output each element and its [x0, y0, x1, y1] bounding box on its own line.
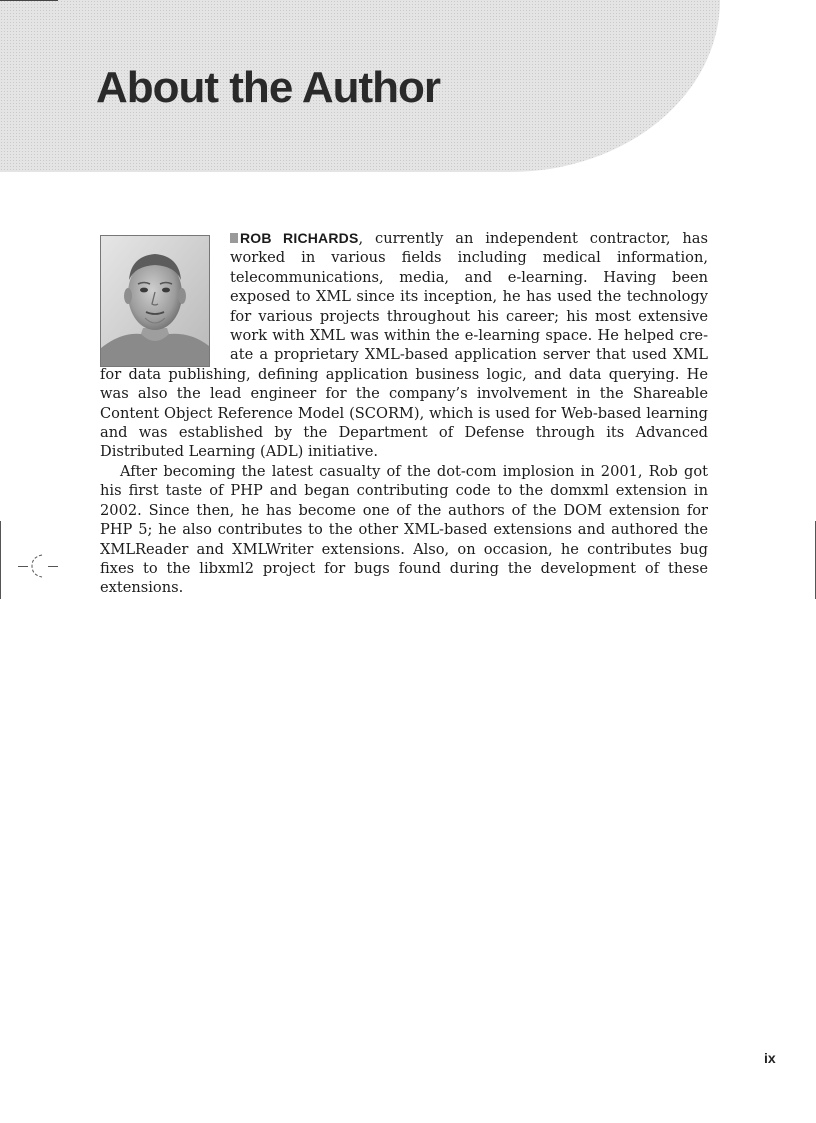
- bio-paragraph-1-text: , currently an independent contractor, has worked in various fields including medical information, telecommunications, media, and e-learning. Having been exposed to XML since its inception, he has used the technology for various projects throughout his career; his most extensive work with XML was within the e-learning space. He helped create a proprietary XML-based application server that used XML for data publishing, defining application business logic, and data querying. He was also the lead engineer for the company’s involvement in the Shareable Content Object Reference Model (SCORM), which is used for Web-based learning and was established by the Department of Defense through its Advanced Distributed Learning (ADL) initiative.: [100, 230, 708, 461]
- author-name: ROB RICHARDS: [240, 230, 359, 246]
- page-title: About the Author: [96, 63, 441, 112]
- crop-mark-left: [0, 521, 1, 599]
- bio-paragraph-2: After becoming the latest casualty of the dot-com implosion in 2001, Rob got his first taste of PHP and began contributing code to the domxml extension in 2002. Since then, he has become one of the authors of the DOM extension for PHP 5; he also contributes to the other XML-based extensions and authored the XMLReader and XMLWriter extensions. Also, on occasion, he contributes bug fixes to the libxml2 project for bugs found during the development of these extensions.: [100, 462, 708, 597]
- photo-wrap-spacer: [100, 229, 230, 363]
- registration-mark-icon: [30, 553, 44, 579]
- crop-mark-dash-left: [18, 566, 28, 567]
- bullet-square-icon: [230, 233, 238, 243]
- page-number: ix: [764, 1050, 776, 1066]
- author-bio: [100, 229, 708, 598]
- top-rule: [0, 0, 58, 1]
- crop-mark-dash-right: [48, 566, 58, 567]
